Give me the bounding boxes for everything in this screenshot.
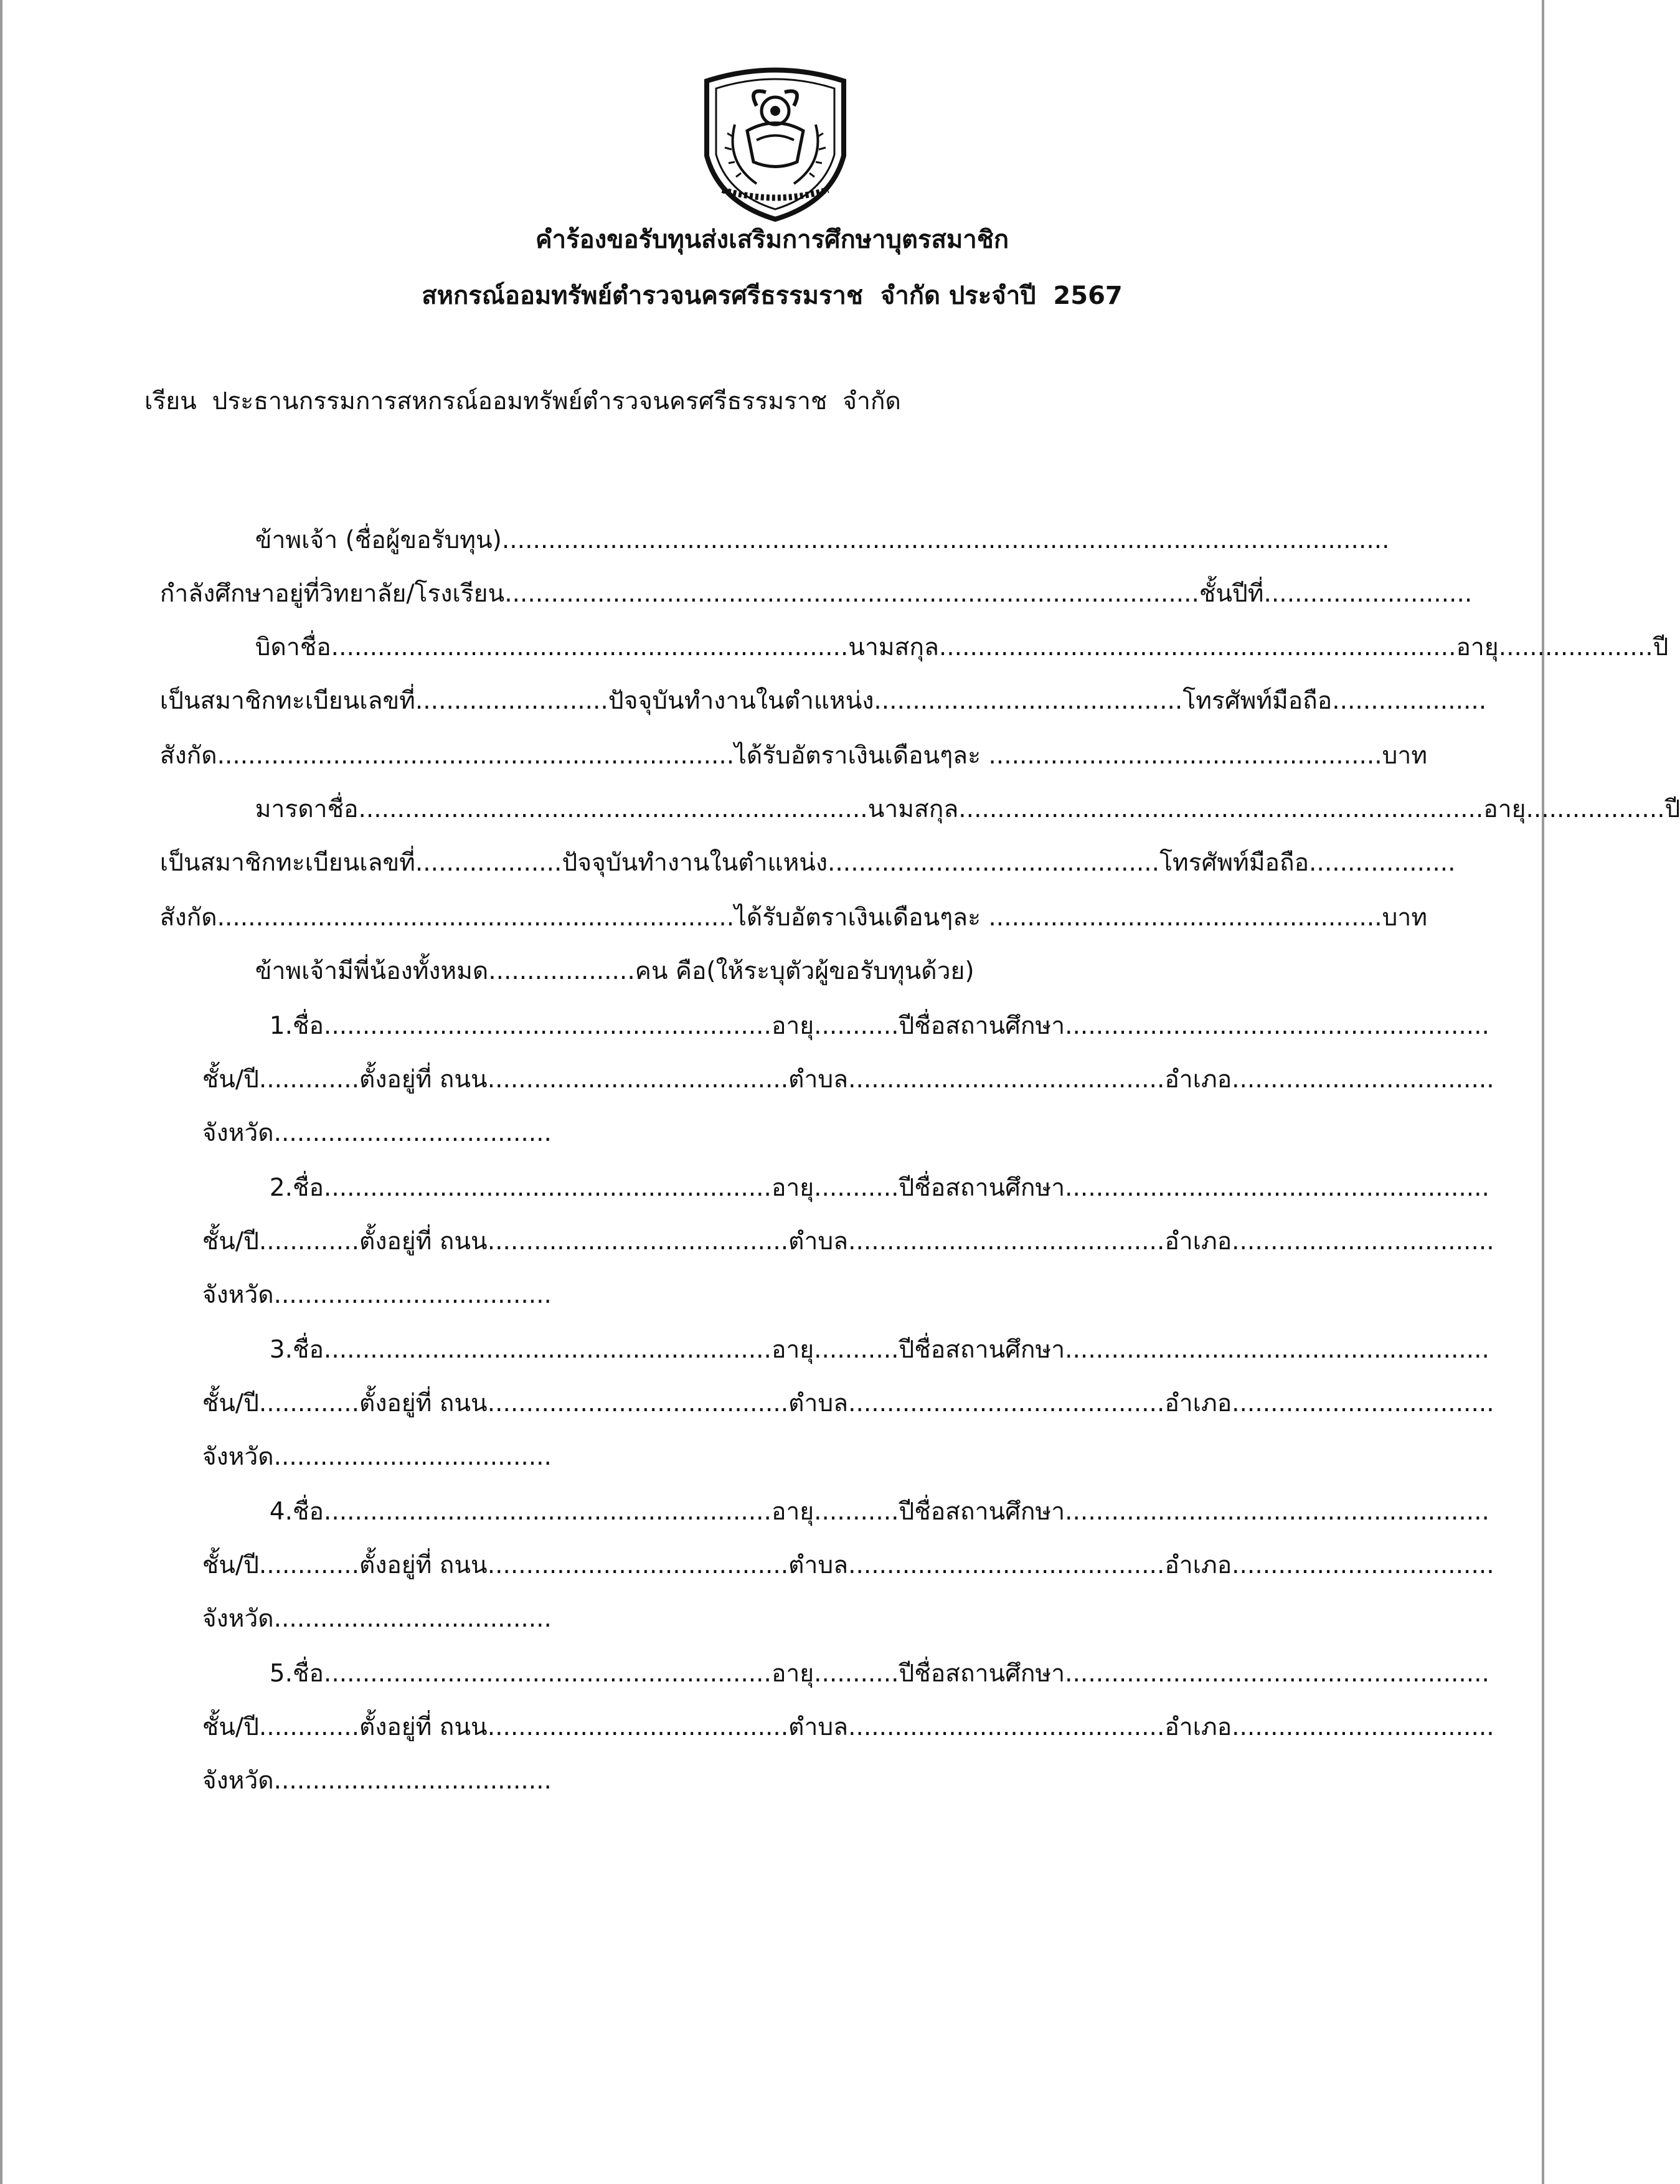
mother-salary-field[interactable]: ................................................... <box>981 903 1382 932</box>
sibling-grade-label: ชั้น/ปี <box>202 1551 259 1579</box>
salutation: เรียน ประธานกรรมการสหกรณ์ออมทรัพย์ตำรวจนครศรีธรรมราช จำกัด <box>144 387 901 415</box>
scan-edge-right <box>1542 0 1544 2184</box>
mother-name-row <box>240 770 1680 823</box>
sibling-subdistrict-field[interactable]: ......................................... <box>848 1065 1165 1094</box>
sibling-grade-label: ชั้น/ปี <box>202 1713 259 1741</box>
mother-phone-label: โทรศัพท์มือถือ <box>1159 848 1310 877</box>
sibling-2-province-row <box>187 1255 552 1309</box>
sibling-5-name-row <box>254 1634 1489 1688</box>
sibling-age-label: อายุ <box>771 1173 814 1202</box>
mother-name-field[interactable]: .................................................................. <box>358 795 868 823</box>
sibling-name-field[interactable]: .......................................................... <box>323 1659 772 1688</box>
sibling-subdistrict-label: ตำบล <box>788 1227 849 1255</box>
sibling-age-field[interactable]: ........... <box>814 1011 899 1040</box>
sibling-province-label: จังหวัด <box>202 1442 274 1471</box>
sibling-grade-field[interactable]: ............. <box>258 1713 359 1741</box>
sibling-age-label: อายุ <box>771 1497 814 1526</box>
father-phone-field[interactable]: .................... <box>1332 686 1487 715</box>
sibling-subdistrict-label: ตำบล <box>788 1389 849 1417</box>
father-surname-field[interactable]: ................................................................... <box>938 633 1456 661</box>
applicant-name-field[interactable]: ................................................................................................................... <box>501 526 1390 554</box>
sibling-province-field[interactable]: .................................... <box>273 1442 552 1471</box>
sibling-age-label: อายุ <box>771 1659 814 1688</box>
sibling-district-field[interactable]: .................................. <box>1232 1551 1494 1579</box>
sibling-province-label: จังหวัด <box>202 1118 274 1147</box>
sibling-name-label: ชื่อ <box>293 1497 324 1526</box>
sibling-school-label: ปีชื่อสถานศึกษา <box>899 1173 1065 1202</box>
sibling-school-field[interactable]: ....................................................... <box>1065 1011 1489 1040</box>
father-position-field[interactable]: ........................................ <box>874 686 1183 715</box>
sibling-4-province-row <box>187 1579 552 1633</box>
sibling-age-label: อายุ <box>771 1011 814 1040</box>
sibling-school-label: ปีชื่อสถานศึกษา <box>899 1497 1065 1526</box>
sibling-name-field[interactable]: .......................................................... <box>323 1173 772 1202</box>
sibling-district-label: อำเภอ <box>1164 1227 1232 1255</box>
siblings-intro-row <box>240 932 974 985</box>
scan-edge-left <box>0 0 2 2184</box>
sibling-name-field[interactable]: .......................................................... <box>323 1497 772 1526</box>
grade-label: ชั้นปีที่ <box>1199 579 1264 608</box>
form-title: คำร้องขอรับทุนส่งเสริมการศึกษาบุตรสมาชิก <box>535 225 1009 254</box>
sibling-street-label: ตั้งอยู่ที่ ถนน <box>359 1713 488 1741</box>
form-subtitle: สหกรณ์ออมทรัพย์ตำรวจนครศรีธรรมราช จำกัด ประจำปี 2567 <box>422 281 1123 310</box>
sibling-age-field[interactable]: ........... <box>814 1659 899 1688</box>
sibling-district-label: อำเภอ <box>1164 1389 1232 1417</box>
father-name-row <box>240 608 1668 661</box>
sibling-grade-label: ชั้น/ปี <box>202 1389 259 1417</box>
mother-year-unit: ปี <box>1664 795 1680 823</box>
sibling-4-name-row <box>254 1472 1489 1526</box>
sibling-province-label: จังหวัด <box>202 1604 274 1633</box>
mother-surname-field[interactable]: .................................................................... <box>958 795 1484 823</box>
father-affiliation-row <box>144 716 1427 770</box>
sibling-street-field[interactable]: ....................................... <box>487 1065 789 1094</box>
mother-phone-field[interactable]: ................... <box>1309 848 1456 877</box>
sibling-street-field[interactable]: ....................................... <box>487 1227 789 1255</box>
sibling-province-label: จังหวัด <box>202 1280 274 1309</box>
sibling-district-field[interactable]: .................................. <box>1232 1713 1494 1741</box>
sibling-subdistrict-field[interactable]: ......................................... <box>848 1713 1165 1741</box>
sibling-grade-field[interactable]: ............. <box>258 1227 359 1255</box>
father-salary-field[interactable]: ................................................... <box>981 741 1382 770</box>
father-member-no-label: เป็นสมาชิกทะเบียนเลขที่ <box>159 686 415 715</box>
father-age-label: อายุ <box>1456 633 1499 661</box>
sibling-province-field[interactable]: .................................... <box>273 1766 552 1795</box>
sibling-school-label: ปีชื่อสถานศึกษา <box>899 1011 1065 1040</box>
sibling-subdistrict-field[interactable]: ......................................... <box>848 1389 1165 1417</box>
sibling-district-label: อำเภอ <box>1164 1065 1232 1094</box>
sibling-province-field[interactable]: .................................... <box>273 1118 552 1147</box>
sibling-subdistrict-field[interactable]: ......................................... <box>848 1227 1165 1255</box>
mother-member-row <box>144 823 1456 877</box>
sibling-street-label: ตั้งอยู่ที่ ถนน <box>359 1227 488 1255</box>
sibling-street-field[interactable]: ....................................... <box>487 1551 789 1579</box>
sibling-name-field[interactable]: .......................................................... <box>323 1335 772 1364</box>
sibling-subdistrict-label: ตำบล <box>788 1713 849 1741</box>
sibling-grade-field[interactable]: ............. <box>258 1065 359 1094</box>
sibling-name-label: ชื่อ <box>293 1659 324 1688</box>
sibling-grade-label: ชั้น/ปี <box>202 1227 259 1255</box>
siblings-count-field[interactable]: ................... <box>488 957 635 985</box>
grade-field[interactable]: ........................... <box>1263 579 1473 608</box>
sibling-age-field[interactable]: ........... <box>814 1497 899 1526</box>
sibling-number: 5. <box>269 1659 293 1688</box>
father-affiliation-label: สังกัด <box>159 741 217 770</box>
sibling-age-label: อายุ <box>771 1335 814 1364</box>
father-name-label: บิดาชื่อ <box>255 633 331 661</box>
mother-member-no-label: เป็นสมาชิกทะเบียนเลขที่ <box>159 848 415 877</box>
siblings-intro-tail: คน คือ(ให้ระบุตัวผู้ขอรับทุนด้วย) <box>635 957 974 985</box>
sibling-district-label: อำเภอ <box>1164 1551 1232 1579</box>
sibling-province-field[interactable]: .................................... <box>273 1280 552 1309</box>
mother-affiliation-label: สังกัด <box>159 903 217 932</box>
sibling-3-address-row <box>187 1364 1494 1417</box>
sibling-subdistrict-label: ตำบล <box>788 1065 849 1094</box>
sibling-3-province-row <box>187 1417 552 1471</box>
mother-position-field[interactable]: ........................................... <box>828 848 1160 877</box>
sibling-3-name-row <box>254 1310 1489 1364</box>
sibling-5-address-row <box>187 1688 1494 1741</box>
sibling-school-field[interactable]: ....................................................... <box>1065 1173 1489 1202</box>
sibling-grade-field[interactable]: ............. <box>258 1389 359 1417</box>
sibling-district-label: อำเภอ <box>1164 1713 1232 1741</box>
mother-age-label: อายุ <box>1483 795 1526 823</box>
father-year-unit: ปี <box>1653 633 1669 661</box>
father-member-no-field[interactable]: ......................... <box>415 686 608 715</box>
father-affiliation-field[interactable]: ................................................................... <box>217 741 735 770</box>
sibling-street-field[interactable]: ....................................... <box>487 1713 789 1741</box>
father-salary-label: ได้รับอัตราเงินเดือนๆละ <box>734 741 981 770</box>
mother-currency: บาท <box>1382 903 1428 932</box>
sibling-street-field[interactable]: ....................................... <box>487 1389 789 1417</box>
sibling-street-label: ตั้งอยู่ที่ ถนน <box>359 1389 488 1417</box>
siblings-intro-label: ข้าพเจ้ามีพี่น้องทั้งหมด <box>255 957 489 985</box>
father-position-label: ปัจจุบันทำงานในตำแหน่ง <box>608 686 874 715</box>
sibling-1-name-row <box>254 986 1489 1040</box>
mother-name-label: มารดาชื่อ <box>255 795 359 823</box>
father-age-field[interactable]: .................... <box>1498 633 1653 661</box>
sibling-name-label: ชื่อ <box>293 1011 324 1040</box>
mother-surname-label: นามสกุล <box>867 795 959 823</box>
sibling-school-field[interactable]: ....................................................... <box>1065 1497 1489 1526</box>
sibling-subdistrict-field[interactable]: ......................................... <box>848 1551 1165 1579</box>
sibling-5-province-row <box>187 1741 552 1795</box>
mother-affiliation-row <box>144 878 1427 932</box>
sibling-2-address-row <box>187 1202 1494 1255</box>
mother-member-no-field[interactable]: ................... <box>415 848 562 877</box>
mother-position-label: ปัจจุบันทำงานในตำแหน่ง <box>562 848 828 877</box>
sibling-number: 1. <box>269 1011 293 1040</box>
sibling-school-label: ปีชื่อสถานศึกษา <box>899 1659 1065 1688</box>
sibling-school-label: ปีชื่อสถานศึกษา <box>899 1335 1065 1364</box>
sibling-street-label: ตั้งอยู่ที่ ถนน <box>359 1065 488 1094</box>
sibling-number: 2. <box>269 1173 293 1202</box>
father-currency: บาท <box>1382 741 1428 770</box>
sibling-school-field[interactable]: ....................................................... <box>1065 1335 1489 1364</box>
sibling-name-label: ชื่อ <box>293 1173 324 1202</box>
sibling-grade-label: ชั้น/ปี <box>202 1065 259 1094</box>
mother-salary-label: ได้รับอัตราเงินเดือนๆละ <box>734 903 981 932</box>
sibling-name-label: ชื่อ <box>293 1335 324 1364</box>
father-member-row <box>144 661 1486 715</box>
applicant-school-row <box>144 554 1472 608</box>
sibling-number: 4. <box>269 1497 293 1526</box>
applicant-name-label: ข้าพเจ้า (ชื่อผู้ขอรับทุน) <box>255 526 502 554</box>
cooperative-logo-seal <box>697 62 853 224</box>
applicant-name-row <box>240 501 1390 554</box>
sibling-street-label: ตั้งอยู่ที่ ถนน <box>359 1551 488 1579</box>
father-phone-label: โทรศัพท์มือถือ <box>1182 686 1333 715</box>
sibling-province-field[interactable]: .................................... <box>273 1604 552 1633</box>
mother-affiliation-field[interactable]: ................................................................... <box>217 903 735 932</box>
sibling-name-field[interactable]: .......................................................... <box>323 1011 772 1040</box>
sibling-district-field[interactable]: .................................. <box>1232 1227 1494 1255</box>
sibling-1-address-row <box>187 1040 1494 1094</box>
sibling-1-province-row <box>187 1094 552 1147</box>
sibling-4-address-row <box>187 1526 1494 1579</box>
sibling-number: 3. <box>269 1335 293 1364</box>
mother-age-field[interactable]: .................. <box>1526 795 1665 823</box>
sibling-province-label: จังหวัด <box>202 1766 274 1795</box>
sibling-age-field[interactable]: ........... <box>814 1335 899 1364</box>
sibling-grade-field[interactable]: ............. <box>258 1551 359 1579</box>
father-surname-label: นามสกุล <box>848 633 939 661</box>
sibling-district-field[interactable]: .................................. <box>1232 1065 1494 1094</box>
school-label: กำลังศึกษาอยู่ที่วิทยาลัย/โรงเรียน <box>159 579 505 608</box>
sibling-district-field[interactable]: .................................. <box>1232 1389 1494 1417</box>
sibling-2-name-row <box>254 1148 1489 1202</box>
school-field[interactable]: .......................................................................................... <box>504 579 1199 608</box>
father-name-field[interactable]: ................................................................... <box>331 633 849 661</box>
sibling-age-field[interactable]: ........... <box>814 1173 899 1202</box>
sibling-subdistrict-label: ตำบล <box>788 1551 849 1579</box>
sibling-school-field[interactable]: ....................................................... <box>1065 1659 1489 1688</box>
